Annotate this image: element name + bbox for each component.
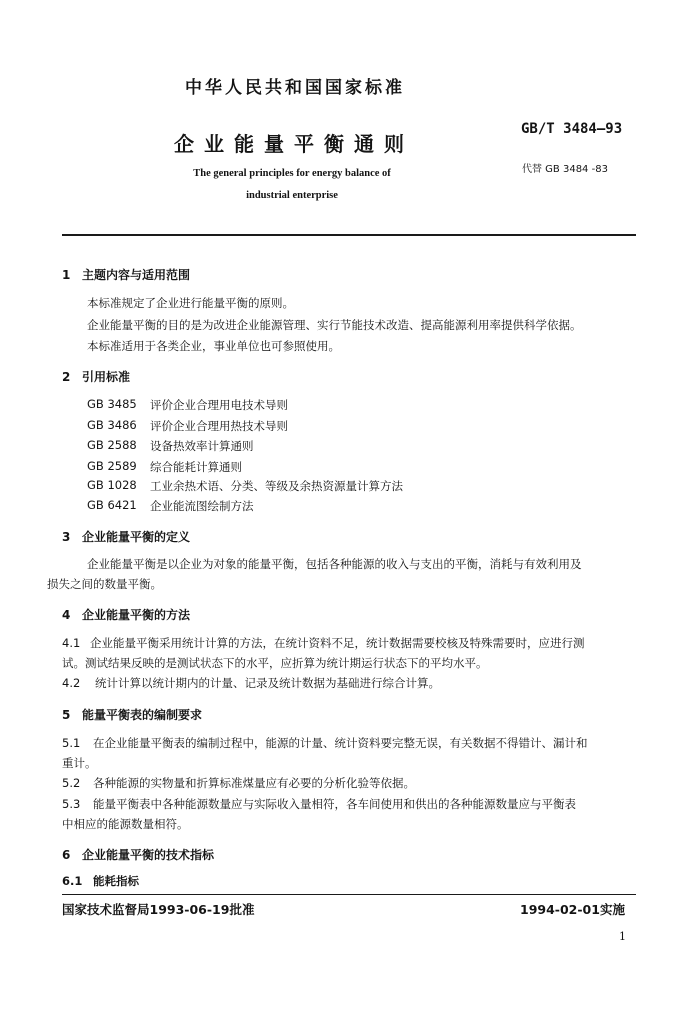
footer-rule <box>62 894 636 895</box>
reference-title: 评价企业合理用电技术导则 <box>150 398 288 412</box>
header-rule <box>62 234 636 236</box>
paragraph: 重计。 <box>62 756 97 770</box>
section-4-heading <box>62 606 190 623</box>
section-number: 6 <box>62 848 71 862</box>
section-number: 5 <box>62 708 71 722</box>
section-number: 1 <box>62 268 71 282</box>
paragraph: 企业能量平衡是以企业为对象的能量平衡，包括各种能源的收入与支出的平衡，消耗与有效利用及 <box>87 557 582 571</box>
section-number: 2 <box>62 370 71 384</box>
paragraph: 各种能源的实物量和折算标准煤量应有必要的分析化验等依据。 <box>93 776 415 790</box>
standard-number: GB/T 3484—93 <box>521 121 623 137</box>
replaces-standard: 代替 GB 3484 -83 <box>522 164 608 175</box>
paragraph: 在企业能量平衡表的编制过程中，能源的计量、统计资料要完整无误，有关数据不得错计、漏计和 <box>93 736 588 750</box>
document-title: 企业能量平衡通则 <box>174 132 414 156</box>
reference-title: 企业能流图绘制方法 <box>150 499 254 513</box>
paragraph: 能耗指标 <box>93 874 139 888</box>
section-title: 引用标准 <box>82 370 131 384</box>
effective-date: 1994-02-01实施 <box>520 902 625 917</box>
reference-title: 评价企业合理用热技术导则 <box>150 419 288 433</box>
section-1-heading <box>62 266 190 283</box>
approval-date: 国家技术监督局1993-06-19批准 <box>62 902 255 917</box>
clause-number: 5.2 <box>62 776 81 790</box>
section-title: 主题内容与适用范围 <box>82 268 191 282</box>
clause-number: 4.2 <box>62 676 81 690</box>
reference-title: 工业余热术语、分类、等级及余热资源量计算方法 <box>150 479 403 493</box>
clause-number: 5.1 <box>62 736 81 750</box>
reference-title: 综合能耗计算通则 <box>150 460 242 474</box>
section-5-heading <box>62 706 202 723</box>
reference-code: GB 2588 <box>87 438 137 452</box>
english-title-line-2: industrial enterprise <box>246 190 338 201</box>
section-title: 能量平衡表的编制要求 <box>82 708 203 722</box>
paragraph: 试。测试结果反映的是测试状态下的水平，应折算为统计期运行状态下的平均水平。 <box>62 656 488 670</box>
reference-code: GB 3485 <box>87 397 137 411</box>
paragraph: 能量平衡表中各种能源数量应与实际收入量相符，各车间使用和供出的各种能源数量应与平衡表 <box>93 797 576 811</box>
issuing-body-header: 中华人民共和国国家标准 <box>185 78 405 98</box>
paragraph: 损失之间的数量平衡。 <box>47 577 162 591</box>
reference-code: GB 2589 <box>87 459 137 473</box>
clause-number: 5.3 <box>62 797 81 811</box>
paragraph: 本标准适用于各类企业，事业单位也可参照使用。 <box>87 339 340 353</box>
reference-title: 设备热效率计算通则 <box>150 439 254 453</box>
paragraph: 统计计算以统计期内的计量、记录及统计数据为基础进行综合计算。 <box>95 676 440 690</box>
reference-code: GB 6421 <box>87 498 137 512</box>
section-number: 3 <box>62 530 71 544</box>
paragraph: 企业能量平衡的目的是为改进企业能源管理、实行节能技术改造、提高能源利用率提供科学依据。 <box>87 318 582 332</box>
english-title-line-1: The general principles for energy balance of <box>193 168 391 179</box>
section-2-heading <box>62 368 130 385</box>
paragraph: 本标准规定了企业进行能量平衡的原则。 <box>87 296 294 310</box>
section-6-heading <box>62 846 214 863</box>
section-number: 4 <box>62 608 71 622</box>
section-title: 企业能量平衡的方法 <box>82 608 191 622</box>
reference-code: GB 1028 <box>87 478 137 492</box>
page-number: 1 <box>619 930 626 943</box>
paragraph: 中相应的能源数量相符。 <box>62 817 189 831</box>
clause-number: 6.1 <box>62 874 83 888</box>
paragraph: 企业能量平衡采用统计计算的方法，在统计资料不足，统计数据需要校核及特殊需要时，应进行测 <box>90 636 585 650</box>
section-title: 企业能量平衡的技术指标 <box>82 848 215 862</box>
section-title: 企业能量平衡的定义 <box>82 530 191 544</box>
section-3-heading <box>62 528 190 545</box>
reference-code: GB 3486 <box>87 418 137 432</box>
clause-number: 4.1 <box>62 636 81 650</box>
